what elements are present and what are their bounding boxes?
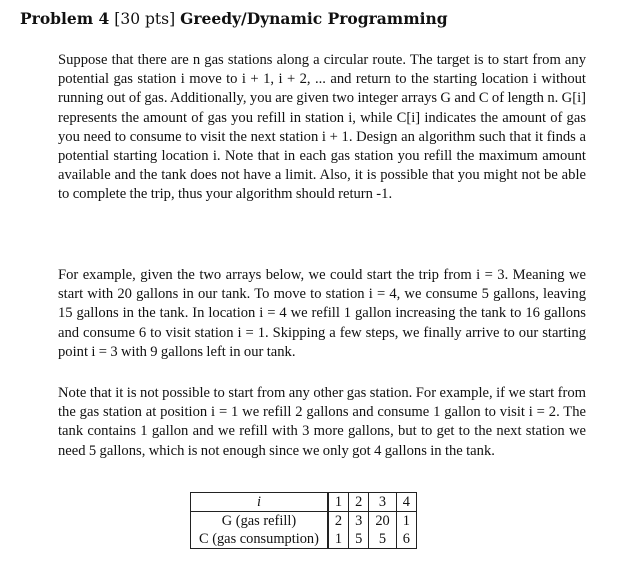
problem-description: Suppose that there are n gas stations along a circular route. The target is to start from any potential gas station i move to i + 1, i + 2, ... and return to the starting location i without running out of gas. Additionally, you are given two integer arrays G and C of length n. G[i] represents the amount of gas you refill in station i, while C[i] indicates the amount of gas you need to consume to visit the next station i + 1. Design an algorithm such that it finds a potential starting location i. Note that in each gas station you refill the maximum amount available and the tank does not have a limit. Also, it is possible that you might not be able to complete the trip, thus your algorithm should return -1. bbox=[58, 52, 586, 203]
table-cell: 20 bbox=[369, 512, 396, 531]
table-cell: 2 bbox=[328, 512, 349, 531]
table-row bbox=[191, 530, 417, 549]
row-label: C (gas consumption) bbox=[191, 530, 328, 549]
gas-station-table bbox=[190, 492, 417, 549]
table-cell: 4 bbox=[396, 493, 416, 512]
problem-title: Greedy/Dynamic Programming bbox=[180, 9, 448, 28]
table-cell: 2 bbox=[349, 493, 369, 512]
problem-heading bbox=[20, 9, 448, 29]
table-cell: 5 bbox=[349, 530, 369, 549]
problem-label: Problem 4 bbox=[20, 9, 110, 28]
table-cell: 3 bbox=[369, 493, 396, 512]
row-label: i bbox=[191, 493, 328, 512]
example-paragraph: For example, given the two arrays below, we could start the trip from i = 3. Meaning we start with 20 gallons in our tank. To move to station i = 4, we consume 5 gallons, leaving 15 gallons in the tank. In location i = 4 we refill 1 gallon increasing the tank to 16 gallons and consume 6 to visit station i = 1. Skipping a few steps, we finally arrive to our starting point i = 3 with 9 gallons left in our tank. bbox=[58, 267, 586, 360]
table-cell: 1 bbox=[396, 512, 416, 531]
table-row bbox=[191, 512, 417, 531]
table-cell: 1 bbox=[328, 530, 349, 549]
row-label: G (gas refill) bbox=[191, 512, 328, 531]
table-row bbox=[191, 493, 417, 512]
table-cell: 5 bbox=[369, 530, 396, 549]
table-cell: 6 bbox=[396, 530, 416, 549]
table-cell: 1 bbox=[328, 493, 349, 512]
counterexample-paragraph: Note that it is not possible to start from any other gas station. For example, if we start from the gas station at position i = 1 we refill 2 gallons and consume 1 gallon to visit i = 2. The tank contains 1 gallon and we refill with 3 more gallons, but to get to the next station we need 5 gallons, which is not enough since we only got 4 gallons in the tank. bbox=[58, 385, 586, 459]
table-cell: 3 bbox=[349, 512, 369, 531]
problem-points: [30 pts] bbox=[114, 10, 176, 28]
